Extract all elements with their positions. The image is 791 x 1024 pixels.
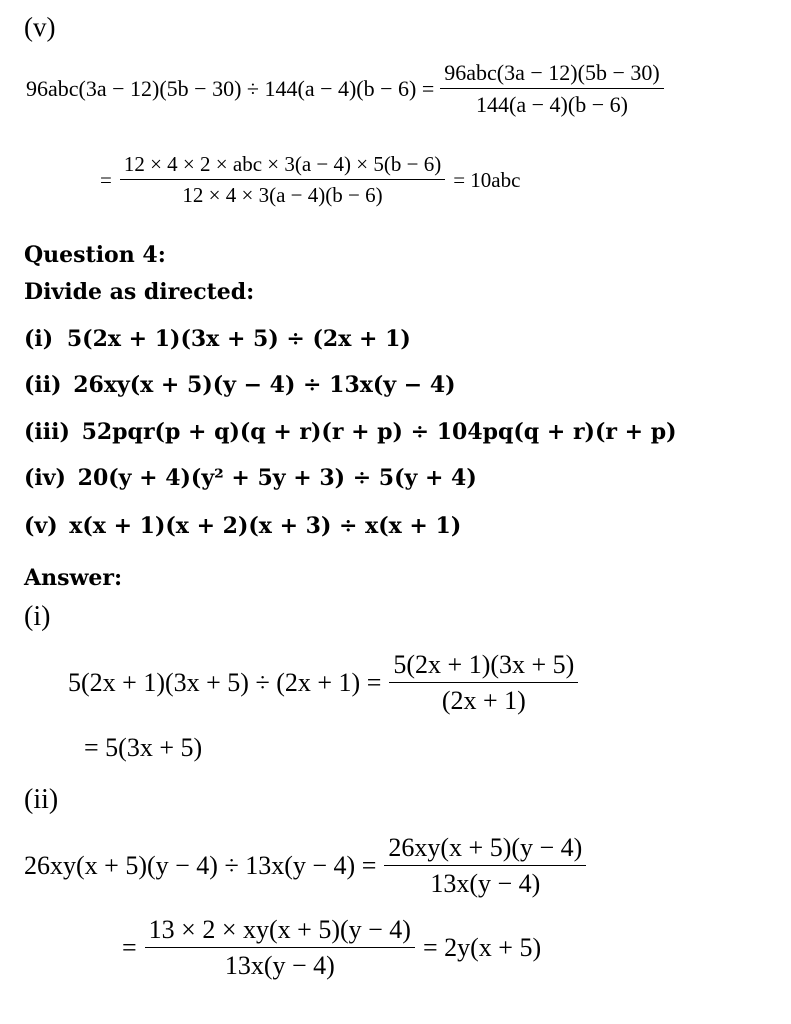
fraction bbox=[389, 650, 578, 716]
answer-title: Answer: bbox=[24, 565, 123, 591]
answer-label-i: (i) bbox=[24, 601, 51, 632]
fraction-numerator: 12 × 4 × 2 × abc × 3(a − 4) × 5(b − 6) bbox=[123, 152, 442, 176]
fraction bbox=[120, 152, 445, 208]
question-item-iv bbox=[24, 465, 477, 491]
item-expression: 26xy(x + 5)(y − 4) ÷ 13x(y − 4) bbox=[73, 372, 456, 398]
fraction-denominator: 12 × 4 × 3(a − 4)(b − 6) bbox=[182, 183, 383, 207]
question-item-i bbox=[24, 326, 411, 352]
item-label: (v) bbox=[24, 513, 58, 539]
item-label: (iv) bbox=[24, 465, 66, 491]
answer-ii-step2 bbox=[122, 915, 541, 981]
equation-v-line1 bbox=[26, 60, 664, 118]
equation-result: = 10abc bbox=[453, 167, 521, 192]
section-label-v: (v) bbox=[24, 12, 56, 42]
equals-sign: = bbox=[100, 167, 112, 192]
fraction-denominator: 144(a − 4)(b − 6) bbox=[476, 92, 628, 117]
equation-lhs: 5(2x + 1)(3x + 5) ÷ (2x + 1) = bbox=[68, 668, 382, 697]
fraction bbox=[384, 833, 586, 899]
answer-i-result: = 5(3x + 5) bbox=[84, 733, 203, 762]
item-expression: 52pqr(p + q)(q + r)(r + p) ÷ 104pq(q + r)(r + p) bbox=[81, 419, 677, 445]
fraction-numerator: 5(2x + 1)(3x + 5) bbox=[393, 650, 575, 679]
item-label: (ii) bbox=[24, 372, 62, 398]
question-instruction: Divide as directed: bbox=[24, 279, 255, 305]
fraction-denominator: (2x + 1) bbox=[441, 686, 526, 715]
fraction bbox=[440, 60, 663, 118]
equals-sign: = bbox=[122, 933, 137, 962]
fraction-numerator: 96abc(3a − 12)(5b − 30) bbox=[444, 60, 660, 85]
fraction-numerator: 13 × 2 × xy(x + 5)(y − 4) bbox=[148, 915, 411, 944]
item-expression: 20(y + 4)(y² + 5y + 3) ÷ 5(y + 4) bbox=[77, 465, 477, 491]
fraction-denominator: 13x(y − 4) bbox=[430, 869, 541, 898]
question-title: Question 4: bbox=[24, 242, 166, 268]
item-label: (i) bbox=[24, 326, 54, 352]
equation-result: = 2y(x + 5) bbox=[422, 933, 542, 962]
item-expression: x(x + 1)(x + 2)(x + 3) ÷ x(x + 1) bbox=[69, 513, 462, 539]
question-item-ii bbox=[24, 372, 456, 398]
equation-v-line2 bbox=[100, 152, 520, 208]
answer-i-equation bbox=[68, 650, 578, 716]
fraction-numerator: 26xy(x + 5)(y − 4) bbox=[388, 833, 583, 862]
item-label: (iii) bbox=[24, 419, 70, 445]
answer-ii-equation bbox=[24, 833, 586, 899]
item-expression: 5(2x + 1)(3x + 5) ÷ (2x + 1) bbox=[66, 326, 411, 352]
question-item-iii bbox=[24, 419, 677, 445]
fraction bbox=[145, 915, 415, 981]
fraction-denominator: 13x(y − 4) bbox=[224, 951, 335, 980]
question-item-v bbox=[24, 513, 461, 539]
equation-lhs: 26xy(x + 5)(y − 4) ÷ 13x(y − 4) = bbox=[24, 851, 377, 880]
equation-lhs: 96abc(3a − 12)(5b − 30) ÷ 144(a − 4)(b − 6) = bbox=[26, 76, 435, 101]
answer-label-ii: (ii) bbox=[24, 784, 59, 815]
